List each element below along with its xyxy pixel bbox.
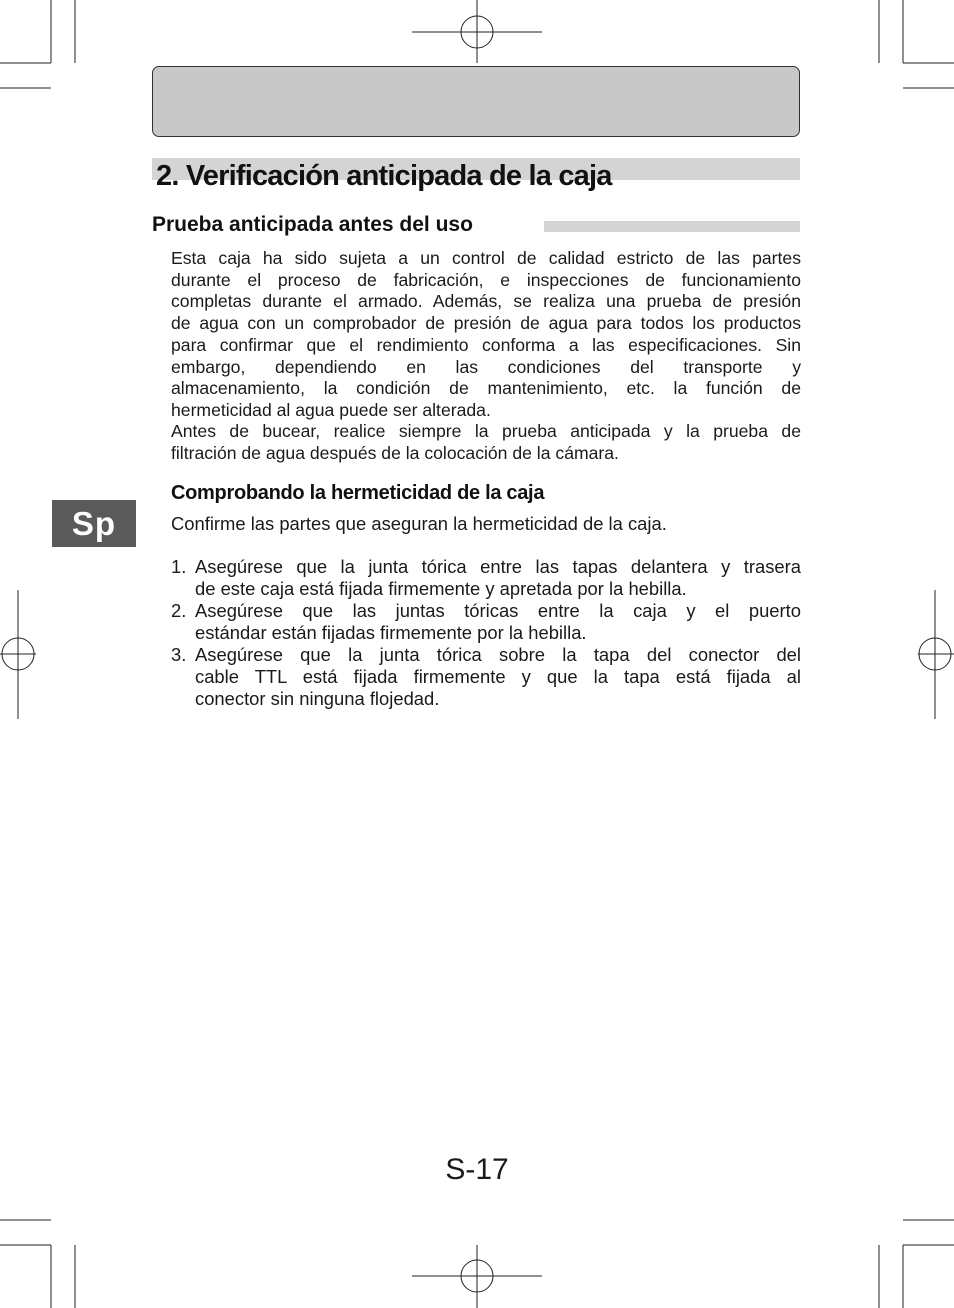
step-number: 3.: [171, 644, 187, 665]
paragraph-line: Esta caja ha sido sujeta a un control de calidad estricto de las partes: [171, 248, 801, 268]
list-item: [171, 556, 801, 600]
paragraph-line: de agua con un comprobador de presión de agua para todos los productos: [171, 313, 801, 334]
paragraph-line: completas durante el armado. Además, se realiza una prueba de presión: [171, 291, 801, 312]
step-line: Asegúrese que la junta tórica sobre la tapa del conector del: [195, 644, 801, 665]
list-item: [171, 644, 801, 710]
pre-check-paragraph-2: [171, 421, 801, 464]
pre-check-heading: Prueba anticipada antes del uso: [152, 213, 473, 236]
step-line: conector sin ninguna flojedad.: [195, 688, 440, 709]
paragraph-line: durante el proceso de fabricación, e inspecciones de funcionamiento: [171, 269, 801, 290]
page-number: S-17: [445, 1153, 509, 1186]
paragraph-line: almacenamiento, la condición de mantenimiento, etc. la función de: [171, 378, 801, 399]
section-title: 2. Verificación anticipada de la caja: [156, 160, 612, 192]
step-line: Asegúrese que las juntas tóricas entre la caja y el puerto: [195, 600, 801, 621]
step-number: 2.: [171, 600, 187, 621]
step-number: 1.: [171, 556, 187, 577]
step-line: Asegúrese que la junta tórica entre las tapas delantera y trasera: [195, 556, 801, 577]
step-line: de este caja está fijada firmemente y apretada por la hebilla.: [195, 578, 687, 599]
seal-check-intro: Confirme las partes que aseguran la hermeticidad de la caja.: [171, 513, 667, 534]
seal-check-steps: [171, 556, 801, 710]
heading-rule-bar: [544, 221, 800, 232]
step-line: cable TTL está fijada firmemente y que la tapa está fijada al: [195, 666, 801, 687]
paragraph-line: para confirmar que el rendimiento conforma a las especificaciones. Sin: [171, 334, 801, 355]
language-tab: Sp: [52, 500, 136, 547]
pre-check-paragraph: [171, 248, 801, 422]
step-line: estándar están fijadas firmemente por la hebilla.: [195, 622, 587, 643]
seal-check-heading: Comprobando la hermeticidad de la caja: [171, 482, 545, 504]
header-bar: [152, 66, 800, 137]
paragraph-line: filtración de agua después de la colocación de la cámara.: [171, 442, 619, 463]
list-item: [171, 600, 801, 644]
paragraph-line: hermeticidad al agua puede ser alterada.: [171, 399, 491, 420]
paragraph-line: embargo, dependiendo en las condiciones del transporte y: [171, 356, 801, 377]
paragraph-line: Antes de bucear, realice siempre la prueba anticipada y la prueba de: [171, 421, 801, 441]
